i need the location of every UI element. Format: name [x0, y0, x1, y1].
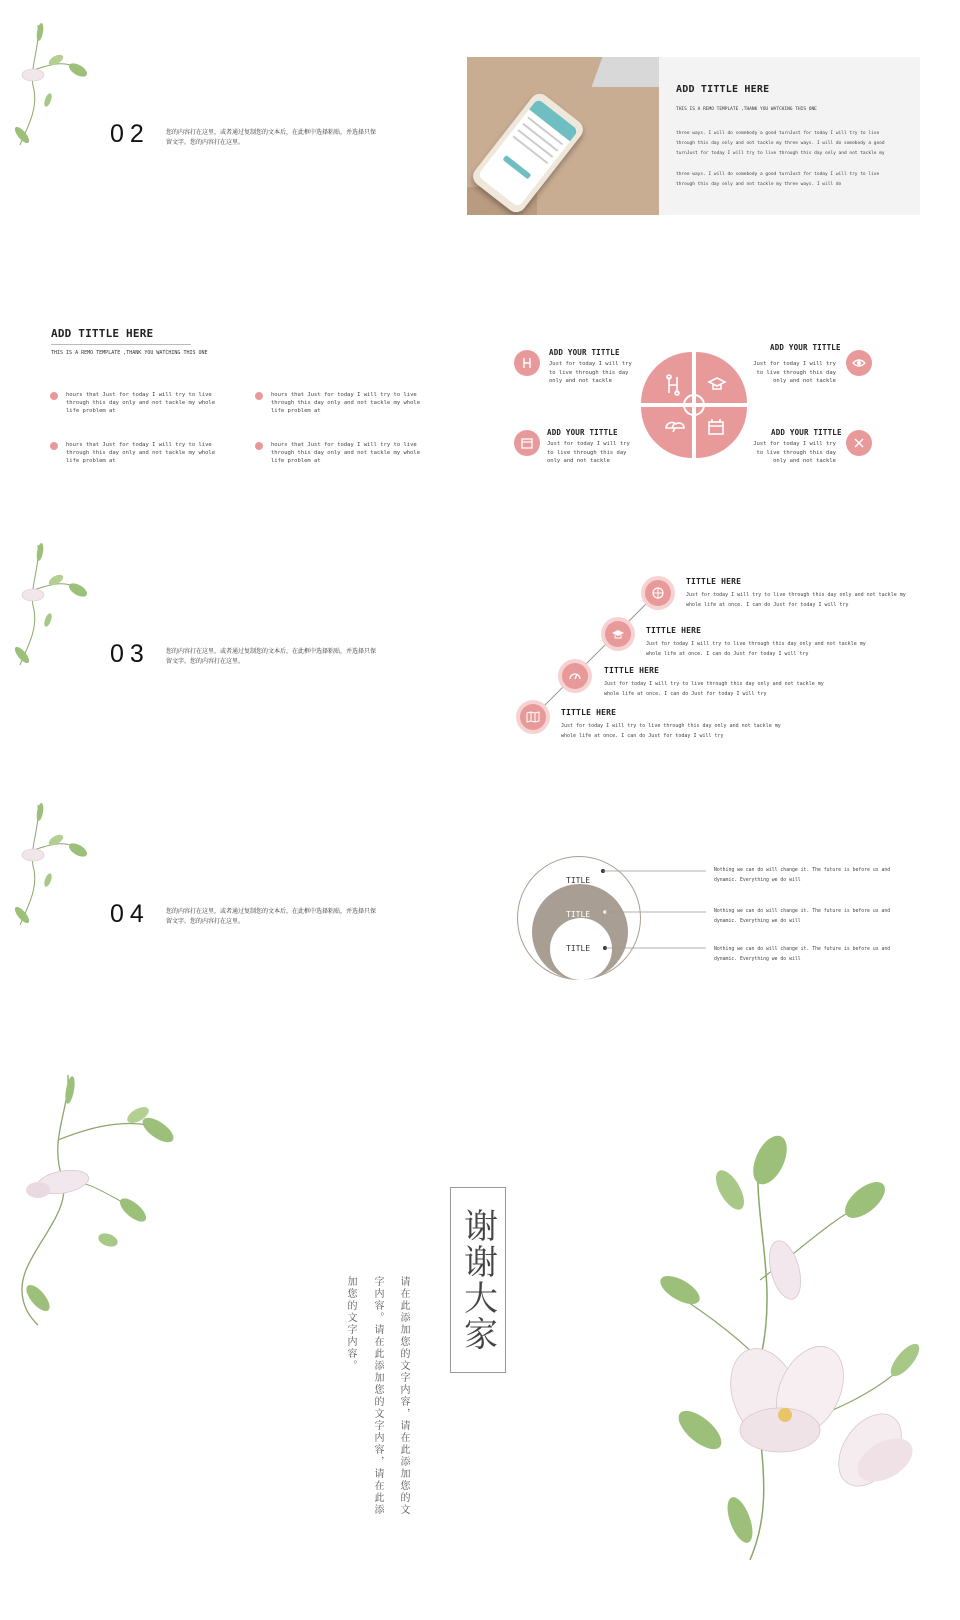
quad-item-line: Just for today I will try — [753, 441, 836, 447]
timeline-text-line: Just for today I will try to live through this day only and not tackle my — [646, 641, 866, 647]
bullet-dot — [255, 392, 263, 400]
section-description-line: 您的内容打在这里，或者通过复制您的文本后，在此框中选择粘贴，并选择只保 — [166, 129, 377, 136]
section-number: 02 — [110, 120, 150, 148]
list-item-line: life problem at — [66, 458, 116, 464]
timeline-text — [686, 590, 906, 610]
circle-leader-lines — [598, 866, 708, 956]
quad-item-title: ADD YOUR TITTLE — [771, 428, 842, 437]
panel-paragraph — [676, 129, 885, 159]
info-panel — [659, 57, 920, 215]
panel-subtitle: THIS IS A REMO TEMPLATE ,THANK YOU WATCHING THIS ONE — [676, 107, 817, 112]
timeline-title: TITTLE HERE — [686, 577, 742, 586]
section-description-line: 您的内容打在这里，或者通过复制您的文本后，在此框中选择粘贴，并选择只保 — [166, 648, 377, 655]
quad-item-line: only and not tackle — [549, 378, 612, 384]
thanks-title-box — [450, 1187, 506, 1373]
quad-item-line: to live through this day — [547, 449, 627, 456]
circle-note — [714, 945, 890, 965]
eye-icon — [846, 350, 872, 376]
thanks-text-column: 请在此添加您的文字内容，请在此添加您的文 — [398, 1276, 409, 1516]
section-number: 04 — [110, 900, 150, 928]
circle-note-line: dynamic. Everything we do will — [714, 919, 801, 924]
quad-item-line: only and not tackle — [547, 458, 610, 464]
tools-icon — [514, 350, 540, 376]
leaf-sprig-decoration — [8, 20, 98, 150]
section-description-line: 留文字。您的内容打在这里。 — [166, 139, 245, 146]
quad-item-line: to live through this day — [756, 369, 836, 376]
timeline-text — [604, 679, 824, 699]
timeline-title: TITTLE HERE — [561, 708, 617, 717]
panel-title: ADD TITTLE HERE — [676, 84, 770, 95]
thanks-text-column: 加您的文字内容。 — [345, 1276, 356, 1372]
phone-photo — [467, 57, 659, 215]
panel-paragraph-line: three ways. I will do somebody a good turnJust for today I will try to live — [676, 172, 880, 177]
timeline-text-line: whole life at once. I can do Just for today I will try — [646, 651, 809, 657]
list-item-line: hours that Just for today I will try to live — [271, 442, 417, 448]
timeline-text — [646, 639, 866, 659]
section-description-line: 留文字。您的内容打在这里。 — [166, 658, 245, 665]
circle-note-line: Nothing we can do will change it. The future is before us and — [714, 947, 891, 952]
graduation-cap-icon — [601, 617, 635, 651]
list-item-line: life problem at — [271, 408, 321, 414]
title-underline — [51, 344, 191, 345]
quad-item-title: ADD YOUR TITTLE — [770, 343, 841, 352]
timeline-text-line: whole life at once. I can do Just for today I will try — [604, 691, 767, 697]
timeline-text-line: whole life at once. I can do Just for today I will try — [561, 733, 724, 739]
bullet-dot — [50, 392, 58, 400]
calendar-icon — [514, 430, 540, 456]
circle-note — [714, 907, 890, 927]
list-item-line: life problem at — [271, 458, 321, 464]
bullet-dot — [255, 442, 263, 450]
list-item-line: hours that Just for today I will try to live — [66, 392, 212, 398]
circle-note-line: dynamic. Everything we do will — [714, 957, 801, 962]
timeline-text-line: Just for today I will try to live through this day only and not tackle my — [686, 592, 906, 598]
list-item-line: hours that Just for today I will try to live — [66, 442, 212, 448]
circle-note-line: dynamic. Everything we do will — [714, 878, 801, 883]
quad-item-line: only and not tackle — [773, 458, 836, 464]
circle-label: TITLE — [566, 910, 591, 919]
panel-paragraph-line: three ways. I will do somebody a good turnJust for today I will try to live — [676, 131, 880, 136]
list-item — [66, 441, 215, 465]
leaf-branch-decoration — [8, 1070, 188, 1330]
quad-circle-diagram — [641, 352, 747, 458]
circle-note-line: Nothing we can do will change it. The future is before us and — [714, 909, 891, 914]
list-subtitle: THIS IS A REMO TEMPLATE ,THANK YOU WATCHING THIS ONE — [51, 350, 208, 356]
timeline-text — [561, 721, 781, 741]
quad-item-text — [549, 360, 632, 386]
quad-item-line: to live through this day — [549, 369, 629, 376]
list-item — [271, 391, 420, 415]
leaf-sprig-decoration — [8, 800, 98, 930]
section-description — [166, 128, 386, 148]
quad-item-text — [752, 440, 836, 466]
quad-item-text — [752, 360, 836, 386]
circle-note — [714, 866, 890, 886]
list-title: ADD TITTLE HERE — [51, 327, 154, 340]
list-item-line: life problem at — [66, 408, 116, 414]
speedometer-icon — [558, 659, 592, 693]
section-description-line: 留文字。您的内容打在这里。 — [166, 918, 245, 925]
panel-paragraph-line: through this day only and not tackle my three ways. I will do somebody a good — [676, 141, 885, 146]
timeline-connector — [530, 590, 660, 720]
panel-paragraph-line: through this day only and not tackle my three ways. I will do — [676, 182, 842, 187]
circle-label: TITLE — [566, 876, 591, 885]
section-description — [166, 907, 386, 927]
quad-item-title: ADD YOUR TITTLE — [547, 428, 618, 437]
quad-item-line: only and not tackle — [773, 378, 836, 384]
globe-icon — [641, 576, 675, 610]
timeline-text-line: Just for today I will try to live through this day only and not tackle my — [604, 681, 824, 687]
map-icon — [516, 700, 550, 734]
list-item-line: hours that Just for today I will try to live — [271, 392, 417, 398]
section-description-line: 您的内容打在这里，或者通过复制您的文本后，在此框中选择粘贴，并选择只保 — [166, 908, 377, 915]
panel-paragraph — [676, 170, 879, 190]
bullet-dot — [50, 442, 58, 450]
quad-item-line: Just for today I will try — [753, 361, 836, 367]
timeline-title: TITTLE HERE — [604, 666, 660, 675]
list-item — [271, 441, 420, 465]
quad-item-line: Just for today I will try — [549, 361, 632, 367]
list-item-line: through this day only and not tackle my whole — [271, 400, 421, 406]
thanks-title: 谢谢大家 — [457, 1208, 498, 1352]
list-item-line: through this day only and not tackle my whole — [271, 450, 421, 456]
section-description — [166, 647, 386, 667]
timeline-text-line: whole life at once. I can do Just for today I will try — [686, 602, 849, 608]
quad-item-text — [547, 440, 630, 466]
magnolia-decoration — [640, 1130, 925, 1570]
list-item-line: through this day only and not tackle my whole — [66, 400, 216, 406]
phone-screen — [477, 98, 578, 207]
quad-item-line: Just for today I will try — [547, 441, 630, 447]
list-item-line: through this day only and not tackle my whole — [66, 450, 216, 456]
wrench-icon — [846, 430, 872, 456]
quad-item-line: to live through this day — [756, 449, 836, 456]
timeline-text-line: Just for today I will try to live through this day only and not tackle my — [561, 723, 781, 729]
circle-note-line: Nothing we can do will change it. The future is before us and — [714, 868, 891, 873]
timeline-title: TITTLE HERE — [646, 626, 702, 635]
leaf-sprig-decoration — [8, 540, 98, 670]
panel-paragraph-line: turnJust for today I will try to live through this day only and not tackle my — [676, 151, 885, 156]
list-item — [66, 391, 215, 415]
circle-label: TITLE — [566, 944, 591, 953]
quad-item-title: ADD YOUR TITTLE — [549, 348, 620, 357]
thanks-text-column: 字内容。请在此添加您的文字内容，请在此添 — [372, 1276, 383, 1516]
section-number: 03 — [110, 640, 150, 668]
